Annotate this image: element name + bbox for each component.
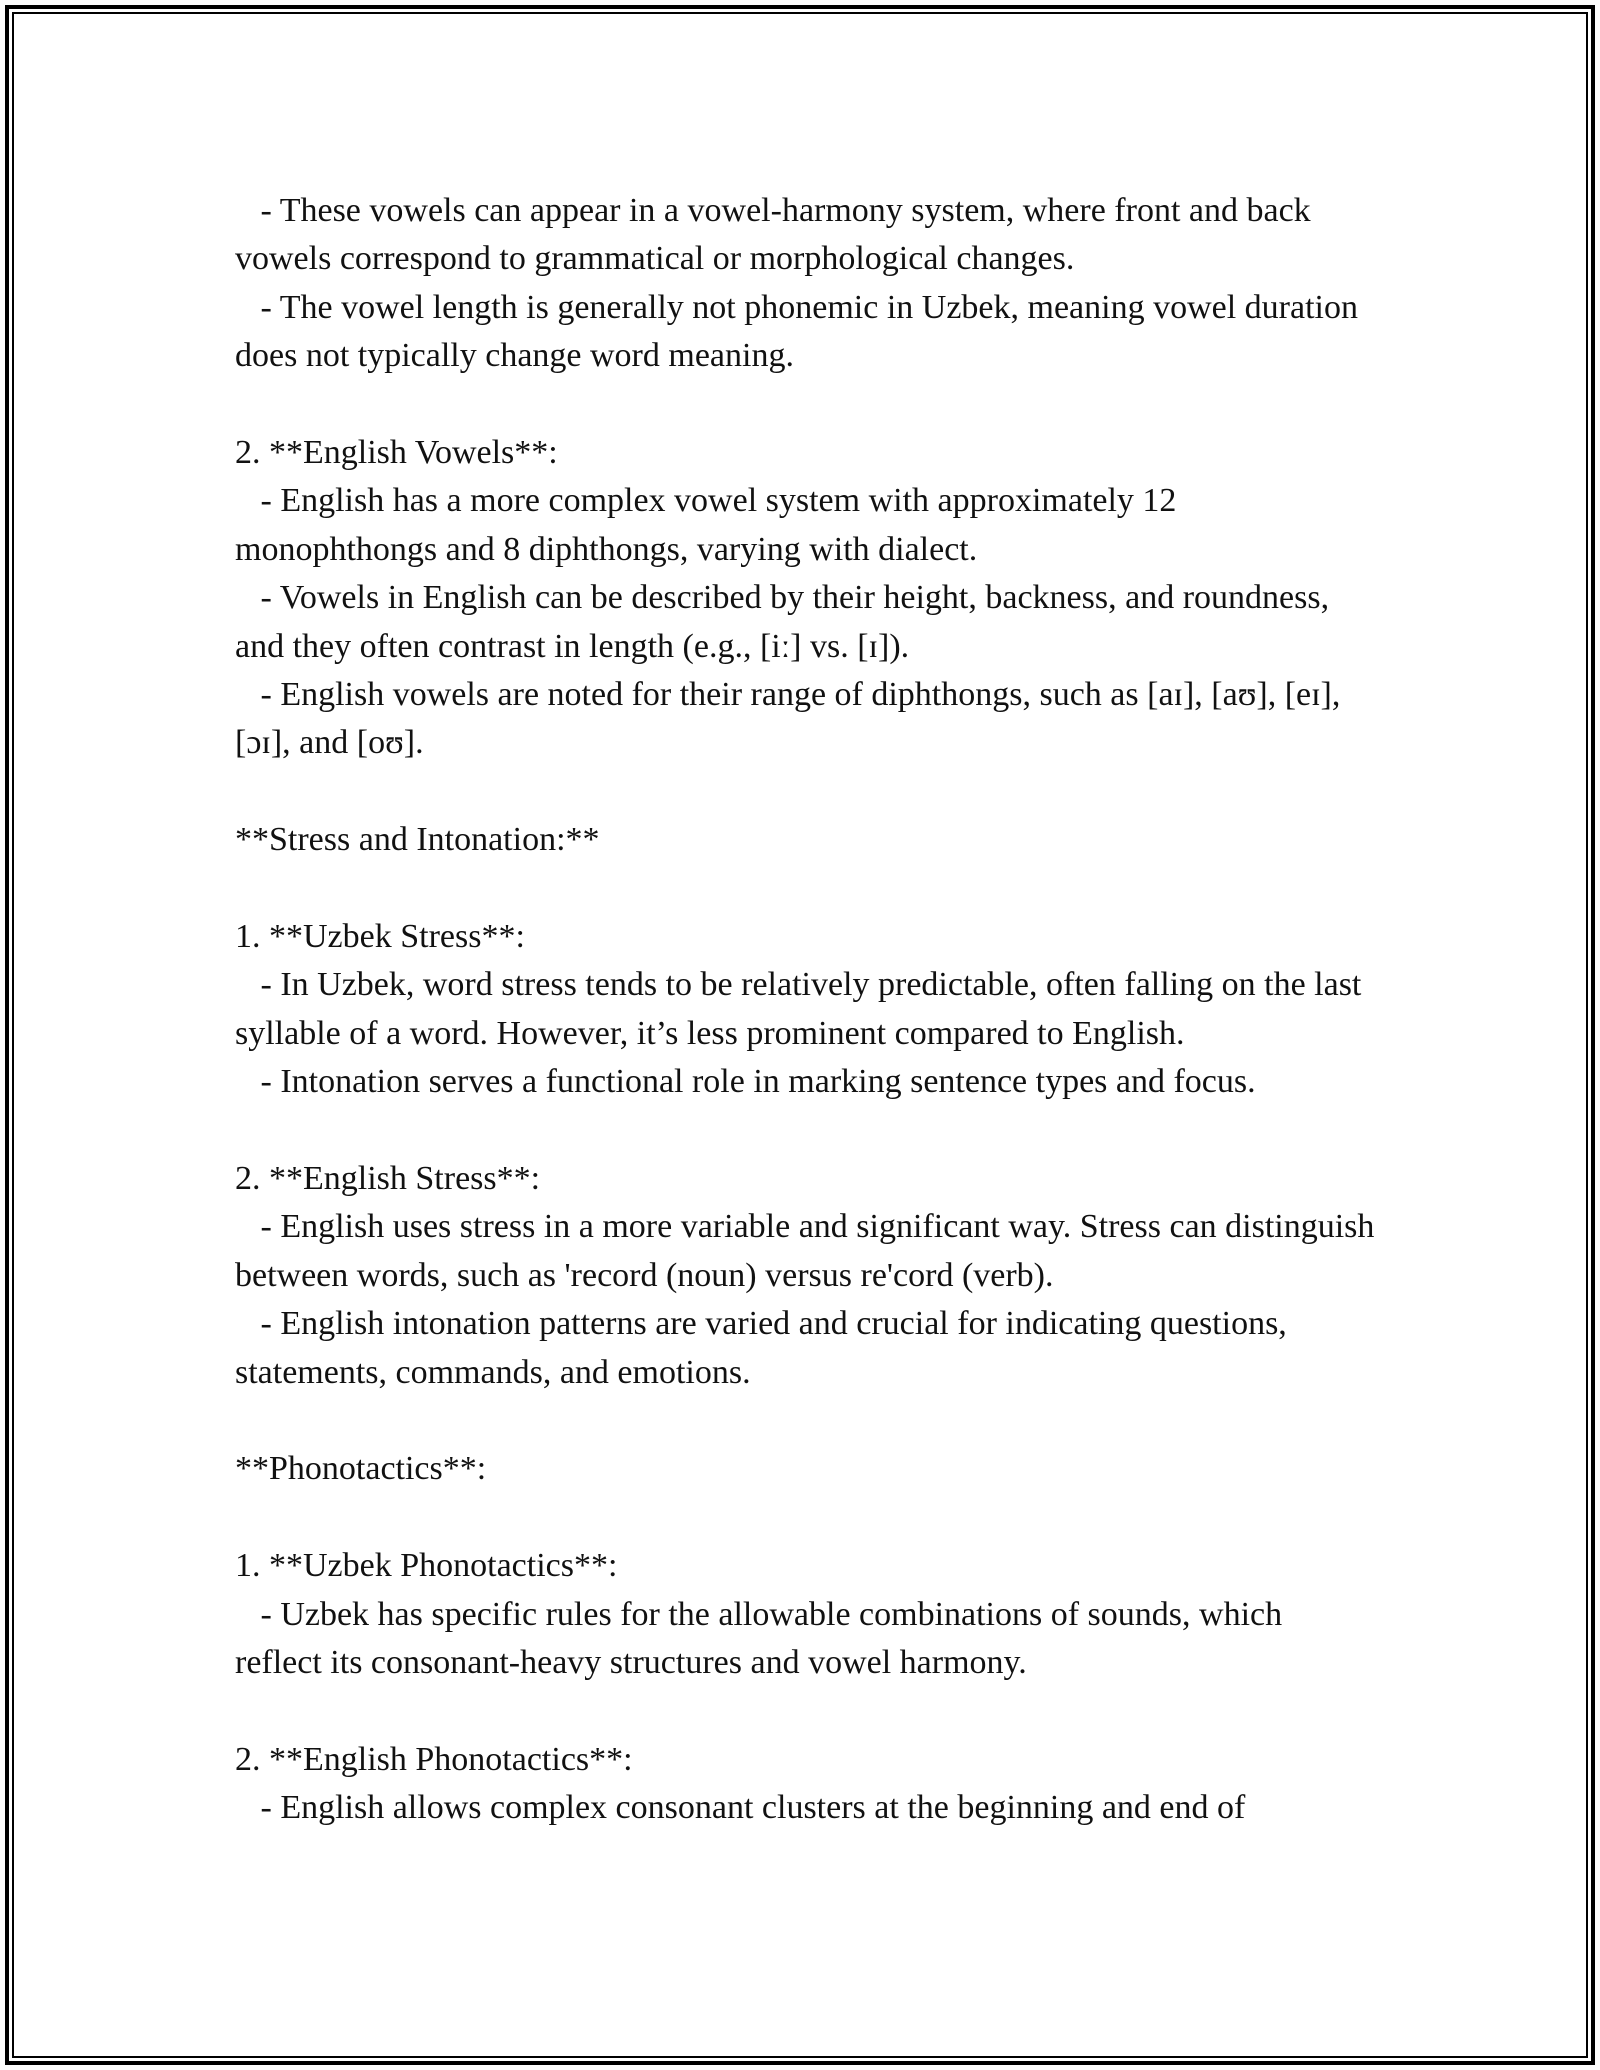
- heading-english-vowels: 2. **English Vowels**:: [235, 434, 558, 472]
- heading-english-stress: 2. **English Stress**:: [235, 1160, 541, 1198]
- document-body: [235, 187, 1383, 1833]
- section-heading-stress-intonation: **Stress and Intonation:**: [235, 821, 600, 859]
- section-heading-phonotactics: **Phonotactics**:: [235, 1450, 487, 1488]
- heading-english-phonotactics: 2. **English Phonotactics**:: [235, 1740, 633, 1778]
- paragraph-english-vowel-system: - English has a more complex vowel system with approximately 12 monophthongs and 8 diphthongs, varying with dialect.: [235, 482, 1185, 568]
- paragraph-uzbek-word-stress: - In Uzbek, word stress tends to be relatively predictable, often falling on the last syllable of a word. However, it’s less prominent compared to English.: [235, 966, 1370, 1052]
- paragraph-english-consonant-clusters: - English allows complex consonant clusters at the beginning and end of: [235, 1789, 1246, 1827]
- paragraph-vowel-length: - The vowel length is generally not phonemic in Uzbek, meaning vowel duration does not typically change word meaning.: [235, 288, 1367, 375]
- paragraph-uzbek-phonotactics-rules: - Uzbek has specific rules for the allowable combinations of sounds, which reflect its consonant-heavy structures and vowel harmony.: [235, 1595, 1291, 1682]
- heading-uzbek-phonotactics: 1. **Uzbek Phonotactics**:: [235, 1547, 618, 1585]
- paragraph-english-diphthongs: - English vowels are noted for their range of diphthongs, such as [aɪ], [aʊ], [eɪ], [ɔɪ], and [oʊ].: [235, 676, 1349, 762]
- paragraph-english-stress-usage: - English uses stress in a more variable and significant way. Stress can distinguish between words, such as 'record (noun) versus re'cord (verb).: [235, 1208, 1383, 1294]
- paragraph-vowel-harmony: - These vowels can appear in a vowel-harmony system, where front and back vowels correspond to grammatical or morphological changes.: [235, 192, 1320, 278]
- paragraph-english-vowel-description: - Vowels in English can be described by their height, backness, and roundness, and they often contrast in length (e.g., [iː] vs. [ɪ]).: [235, 579, 1338, 665]
- paragraph-english-intonation: - English intonation patterns are varied and crucial for indicating questions, statements, commands, and emotions.: [235, 1305, 1296, 1391]
- paragraph-uzbek-intonation: - Intonation serves a functional role in marking sentence types and focus.: [235, 1063, 1256, 1101]
- heading-uzbek-stress: 1. **Uzbek Stress**:: [235, 918, 525, 956]
